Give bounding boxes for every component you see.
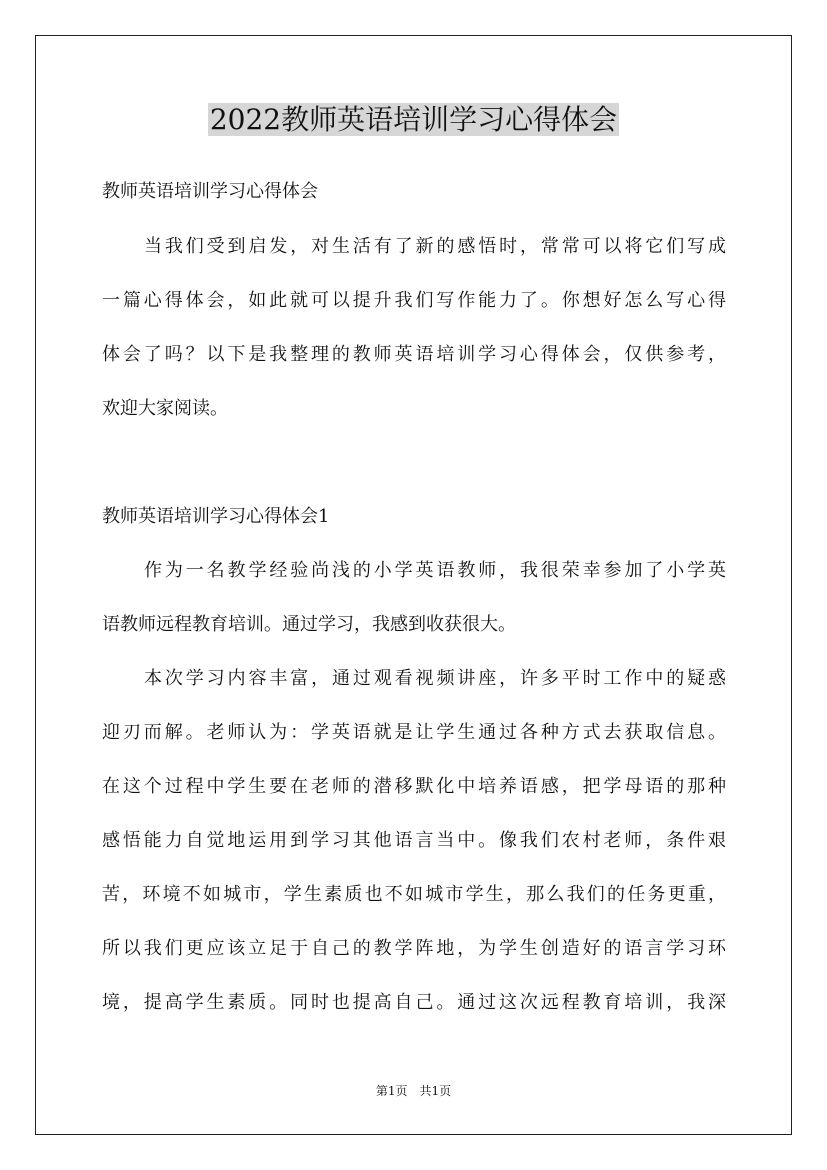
intro-line: 一篇心得体会，如此就可以提升我们写作能力了。你想好怎么写心得 [102, 290, 726, 311]
paragraph-line: 作为一名教学经验尚浅的小学英语教师，我很荣幸参加了小学英 [144, 560, 726, 581]
paragraph-line: 感悟能力自觉地运用到学习其他语言当中。像我们农村老师，条件艰 [102, 830, 726, 851]
paragraph-line: 所以我们更应该立足于自己的教学阵地，为学生创造好的语言学习环 [102, 938, 726, 959]
paragraph-line: 境，提高学生素质。同时也提高自己。通过这次远程教育培训，我深 [102, 992, 726, 1013]
page-number: 第1页 共1页 [375, 1084, 452, 1098]
paragraph-line: 苦，环境不如城市，学生素质也不如城市学生，那么我们的任务更重， [102, 884, 726, 905]
intro-line: 当我们受到启发，对生活有了新的感悟时，常常可以将它们写成 [144, 236, 726, 257]
paragraph-line: 迎刃而解。老师认为：学英语就是让学生通过各种方式去获取信息。 [102, 722, 726, 743]
document-title: 2022教师英语培训学习心得体会 [209, 103, 618, 136]
paragraph-line: 本次学习内容丰富，通过观看视频讲座，许多平时工作中的疑惑 [144, 668, 726, 689]
intro-line: 体会了吗？以下是我整理的教师英语培训学习心得体会，仅供参考， [102, 344, 726, 365]
paragraph-line: 语教师远程教育培训。通过学习，我感到收获很大。 [102, 614, 516, 635]
document-subtitle: 教师英语培训学习心得体会 [102, 181, 318, 202]
paragraph-line: 在这个过程中学生要在老师的潜移默化中培养语感，把学母语的那种 [102, 776, 726, 797]
section-heading: 教师英语培训学习心得体会1 [102, 506, 330, 527]
intro-line: 欢迎大家阅读。 [102, 398, 228, 419]
